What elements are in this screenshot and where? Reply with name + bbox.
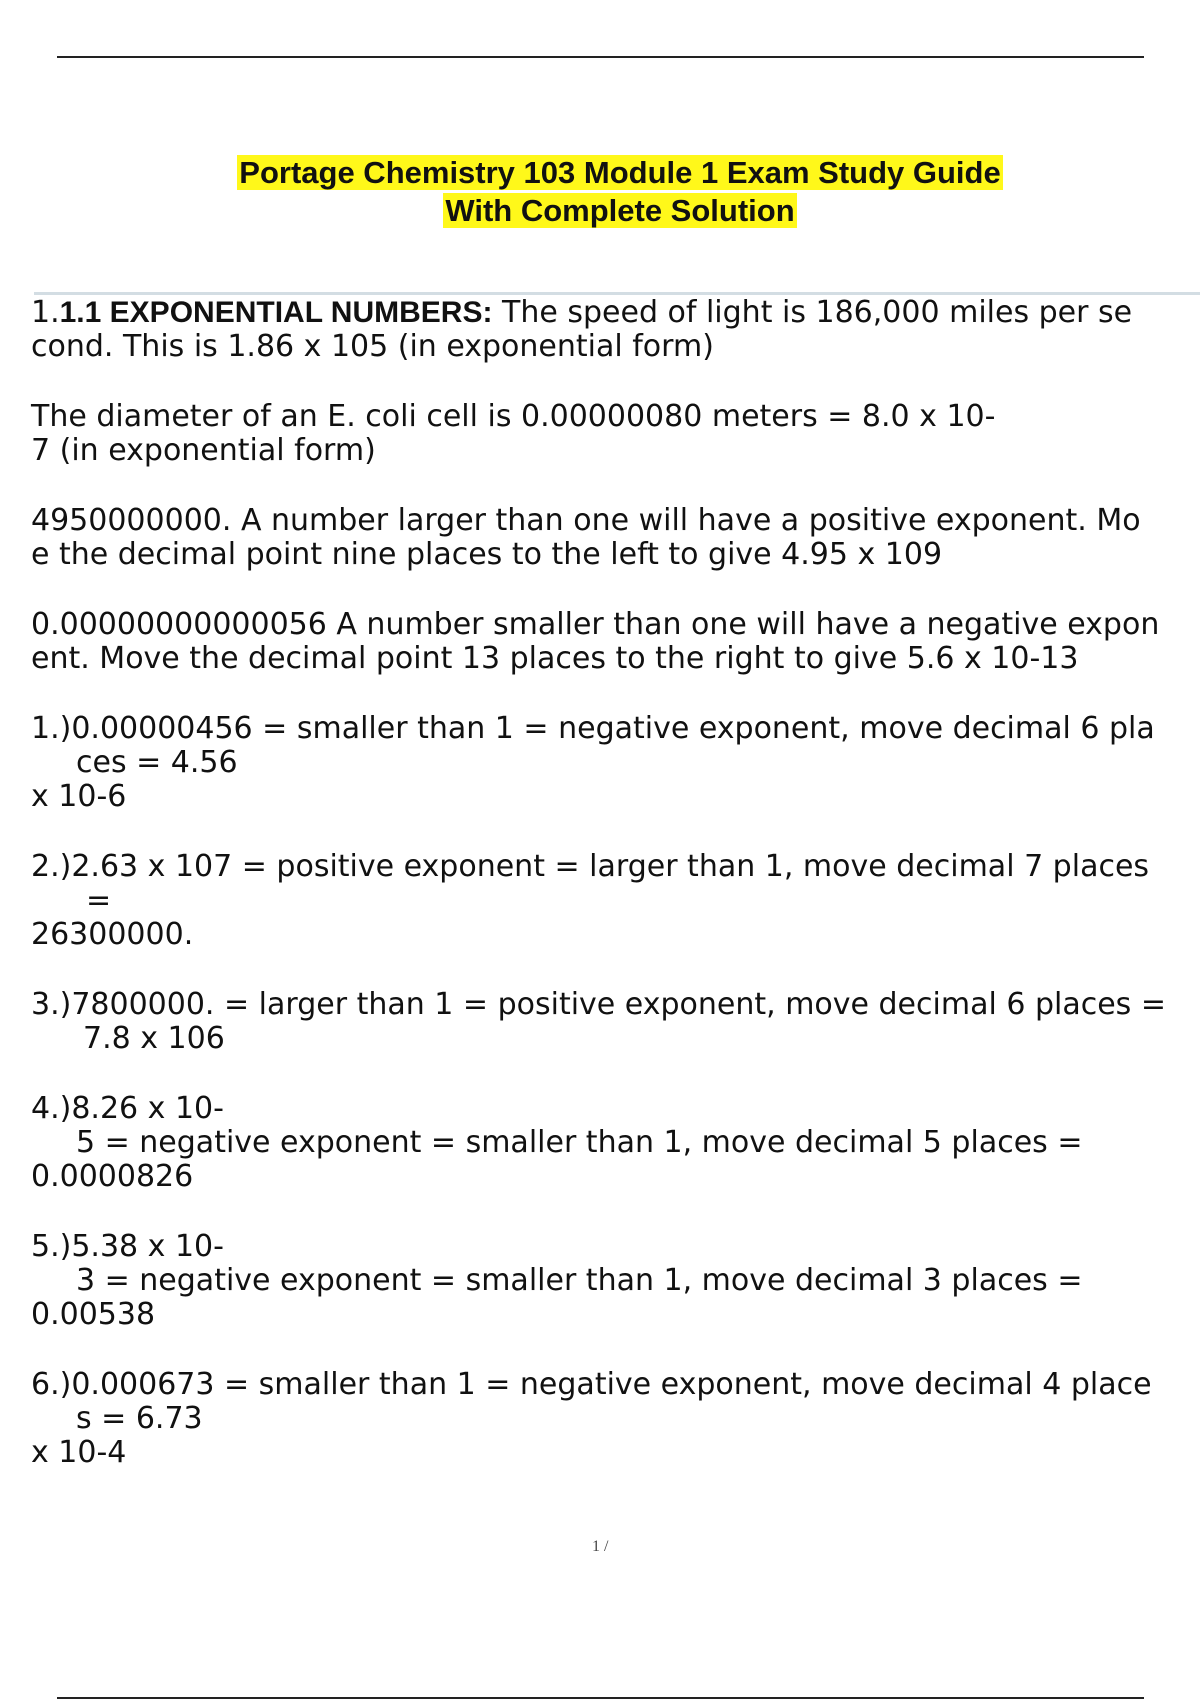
item-line: 8.26 x 10- [71,1091,224,1126]
item-number: 5.) [31,1229,72,1264]
exercise-item-5 [31,1230,1200,1332]
item-line: x 10-6 [31,779,127,814]
paragraph-large-number [31,504,1200,572]
item-line: 7.8 x 106 [83,1021,225,1056]
item-number: 6.) [31,1367,72,1402]
item-number: 4.) [31,1091,72,1126]
title-line-2: With Complete Solution [445,193,795,228]
exercise-item-2 [31,850,1200,952]
section-intro [31,296,1200,364]
paragraph-line: e the decimal point nine places to the left to give 4.95 x 109 [31,537,943,572]
item-line: 26300000. [31,917,194,952]
paragraph-ecoli [31,400,1200,468]
item-line: 0.0000826 [31,1159,194,1194]
document-title [0,154,1200,230]
item-line: ces = 4.56 [76,745,238,780]
exercise-item-3 [31,988,1200,1056]
exercise-item-4 [31,1092,1200,1194]
top-rule [57,56,1144,58]
item-line: 5 = negative exponent = smaller than 1, move decimal 5 places = [76,1125,1083,1160]
item-line: x 10-4 [31,1435,127,1470]
bottom-rule [57,1697,1144,1699]
paragraph-line: ent. Move the decimal point 13 places to the right to give 5.6 x 10-13 [31,641,1079,676]
item-line: 0.00538 [31,1297,156,1332]
item-line: 7800000. = larger than 1 = positive exponent, move decimal 6 places = [71,987,1166,1022]
paragraph-line: 0.00000000000056 A number smaller than one will have a negative expon [31,607,1160,642]
item-line: 3 = negative exponent = smaller than 1, move decimal 3 places = [76,1263,1083,1298]
section-heading: 1.1 EXPONENTIAL NUMBERS: [59,296,493,329]
title-line-1: Portage Chemistry 103 Module 1 Exam Study Guide [239,155,1001,190]
page-number: 1 / [592,1538,609,1555]
paragraph-line: 4950000000. A number larger than one will have a positive exponent. Mo [31,503,1141,538]
item-line: 0.00000456 = smaller than 1 = negative exponent, move decimal 6 pla [71,711,1155,746]
item-number: 1.) [31,711,72,746]
item-line: 2.63 x 107 = positive exponent = larger than 1, move decimal 7 places [71,849,1150,884]
item-number: 3.) [31,987,72,1022]
item-number: 2.) [31,849,72,884]
exercise-item-1 [31,712,1200,814]
item-line: s = 6.73 [76,1401,203,1436]
item-line: = [86,883,112,918]
section-number: 1. [31,295,60,330]
item-line: 5.38 x 10- [71,1229,224,1264]
exercise-item-6 [31,1368,1200,1470]
paragraph-line: The diameter of an E. coli cell is 0.00000080 meters = 8.0 x 10- [31,399,996,434]
document-body [31,296,1200,1470]
paragraph-line: 7 (in exponential form) [31,433,376,468]
section-intro-line-2: cond. This is 1.86 x 105 (in exponential form) [31,329,714,364]
paragraph-small-number [31,608,1200,676]
section-intro-line-1: The speed of light is 186,000 miles per se [492,295,1133,330]
item-line: 0.000673 = smaller than 1 = negative exponent, move decimal 4 place [71,1367,1152,1402]
